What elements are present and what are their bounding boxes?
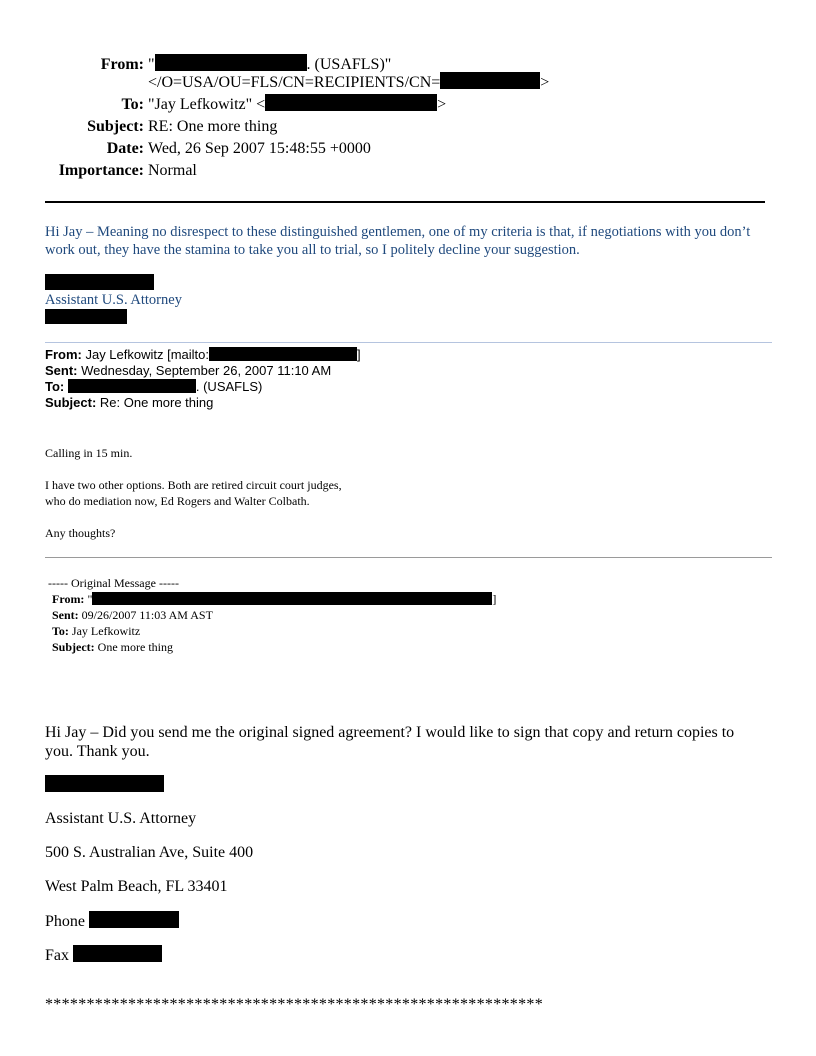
redaction-block (155, 54, 307, 71)
original-from-label: From: (52, 592, 85, 606)
original-signature-phone (45, 911, 179, 931)
original-sent-value: 09/26/2007 11:03 AM AST (81, 608, 213, 622)
original-signature-fax (45, 945, 162, 965)
redaction-block (265, 94, 437, 111)
original-body-line: you. Thank you. (45, 743, 150, 760)
forwarded-from-row: From: Jay Lefkowitz [mailto: ] (45, 347, 361, 362)
forwarded-sent-row (45, 363, 361, 379)
forwarded-body-line: I have two other options. Both are retired circuit court judges, (45, 478, 342, 492)
forwarded-from-value: Jay Lefkowitz [mailto: (85, 347, 210, 362)
original-divider (45, 557, 772, 558)
forwarded-body-line: Any thoughts? (45, 526, 116, 540)
redaction-block (209, 347, 357, 361)
original-from-row: From: " ] (52, 592, 497, 606)
original-header (48, 575, 496, 655)
original-signature-address: 500 S. Australian Ave, Suite 400 (45, 844, 254, 861)
forwarded-subject-row (45, 395, 361, 411)
date-label: Date: (106, 140, 144, 157)
forwarded-header (45, 347, 361, 411)
redacted-signature-contact (45, 309, 127, 324)
redaction-block (68, 379, 196, 393)
date-value: Wed, 26 Sep 2007 15:48:55 +0000 (148, 140, 371, 157)
reply-signature-title: Assistant U.S. Attorney (45, 292, 182, 308)
reply-divider (45, 342, 772, 343)
reply-body (45, 223, 750, 259)
importance-label: Importance: (58, 162, 144, 179)
to-value: "Jay Lefkowitz" < > (148, 96, 447, 113)
subject-value: RE: One more thing (148, 118, 278, 135)
original-body (45, 723, 734, 761)
from-value: " . (USAFLS)" (148, 56, 392, 73)
original-subject-row (48, 639, 496, 655)
original-body-line: Hi Jay – Did you send me the original signed agreement? I would like to sign that copy and return copies to (45, 724, 735, 741)
original-signature-city: West Palm Beach, FL 33401 (45, 878, 228, 895)
fax-label: Fax (45, 947, 69, 964)
reply-body-line: work out, they have the stamina to take you all to trial, so I politely decline your suggestion. (45, 242, 580, 258)
original-to-value: Jay Lefkowitz (71, 624, 141, 638)
original-marker: ----- Original Message ----- (48, 576, 179, 590)
to-label: To: (121, 96, 144, 113)
original-subject-label: Subject: (52, 640, 95, 654)
forwarded-body-line: who do mediation now, Ed Rogers and Walter Colbath. (45, 494, 310, 508)
redacted-signature-name (45, 775, 164, 792)
forwarded-body-paragraph (45, 477, 342, 509)
footer-asterisks: ************************************************************ (45, 996, 543, 1013)
redaction-block (73, 945, 162, 962)
from-label: From: (100, 56, 144, 73)
forwarded-body-line: Calling in 15 min. (45, 446, 133, 460)
forwarded-from-label: From: (45, 347, 82, 362)
original-subject-value: One more thing (97, 640, 173, 654)
forwarded-sent-value: Wednesday, September 26, 2007 11:10 AM (81, 363, 332, 378)
reply-body-line: Hi Jay – Meaning no disrespect to these distinguished gentlemen, one of my criteria is that, if negotiations with you don’t (45, 224, 751, 240)
original-signature-title: Assistant U.S. Attorney (45, 810, 197, 827)
forwarded-to-label: To: (45, 379, 65, 394)
redaction-block (89, 911, 179, 928)
redaction-block (440, 72, 540, 89)
importance-value: Normal (148, 162, 197, 179)
original-to-label: To: (52, 624, 69, 638)
original-sent-label: Sent: (52, 608, 79, 622)
original-sent-row (48, 607, 496, 623)
forwarded-subject-value: Re: One more thing (99, 395, 214, 410)
forwarded-sent-label: Sent: (45, 363, 78, 378)
redacted-signature-name (45, 274, 154, 290)
from-address: </O=USA/OU=FLS/CN=RECIPIENTS/CN= > (148, 74, 550, 91)
forwarded-to-row: To: . (USAFLS) (45, 379, 263, 394)
subject-label: Subject: (87, 118, 144, 135)
redaction-block (92, 592, 492, 605)
forwarded-subject-label: Subject: (45, 395, 97, 410)
header-divider (45, 201, 765, 203)
original-to-row (48, 623, 496, 639)
phone-label: Phone (45, 913, 85, 930)
